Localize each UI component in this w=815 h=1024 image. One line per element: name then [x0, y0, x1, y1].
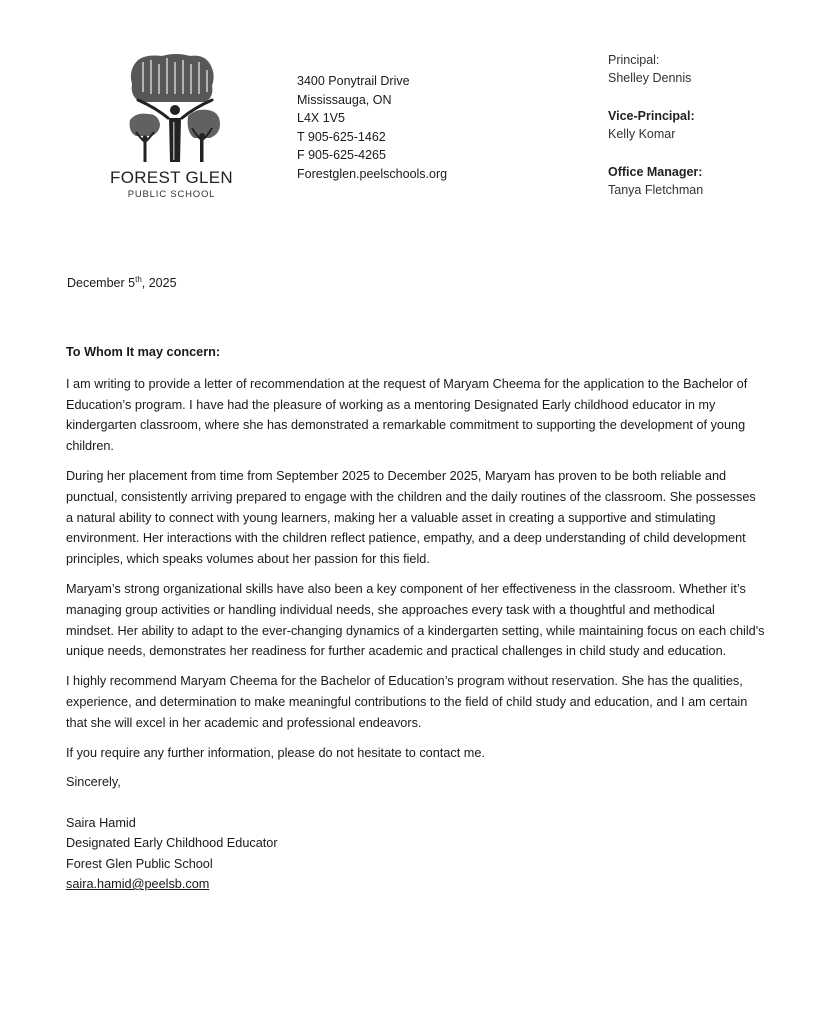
staff-vice-principal — [608, 107, 703, 143]
date-year: , 2025 — [141, 276, 177, 291]
staff-office-manager — [608, 163, 703, 199]
address-phone: T 905-625-1462 — [297, 129, 386, 144]
school-subtitle: PUBLIC SCHOOL — [127, 189, 216, 200]
letter-date — [67, 275, 177, 290]
paragraph-contact: If you require any further information, please do not hesitate to contact me. — [66, 745, 485, 760]
date-day: December 5 — [67, 276, 136, 291]
staff-list — [608, 51, 703, 219]
signature-school: Forest Glen Public School — [66, 856, 213, 871]
date-ordinal: th — [135, 275, 142, 284]
paragraph-intro: I am writing to provide a letter of recommendation at the request of Maryam Cheema for the application to the Bachelor of Education’s program. I have had the pleasure of working as a mentoring Designated Early childhood educator in my kindergarten classroom, where she has demonstrated a remarkable commitment to supporting the development of young children. — [66, 376, 748, 454]
staff-role: Vice-Principal: — [608, 109, 695, 123]
address-website: Forestglen.peelschools.org — [297, 166, 448, 181]
paragraph-recommendation: I highly recommend Maryam Cheema for the Bachelor of Education’s program without reservation. She has the qualities, experience, and determination to make meaningful contributions to the field of child study and education, and I am certain that she will excel in her academic and professional endeavors. — [66, 674, 748, 730]
signature-email-link[interactable]: saira.hamid@peelsb.com — [66, 877, 210, 892]
signature-name: Saira Hamid — [66, 816, 136, 831]
school-address — [297, 72, 447, 184]
staff-name: Kelly Komar — [608, 127, 676, 141]
staff-name: Shelley Dennis — [608, 71, 692, 85]
salutation: To Whom It may concern: — [66, 345, 221, 359]
address-street: 3400 Ponytrail Drive — [297, 74, 410, 88]
school-name: FOREST GLEN — [110, 168, 233, 187]
paragraph-skills: Maryam’s strong organizational skills have also been a key component of her effectiveness in the classroom. Whether it’s managing group activities or handling individual needs, she approaches every task with a thoughtful and methodical mindset. Her ability to adapt to the ever-changing dynamics of a kindergarten setting, while maintaining focus on each child's unique needs, demonstrates her readiness for further academic and practical challenges in child study and education. — [66, 581, 765, 659]
closing: Sincerely, — [66, 775, 121, 790]
staff-role: Principal: — [608, 53, 660, 67]
staff-role: Office Manager: — [608, 165, 703, 179]
address-postal-code: L4X 1V5 — [297, 111, 345, 126]
school-logo — [104, 52, 239, 204]
signature-title: Designated Early Childhood Educator — [66, 836, 278, 851]
address-fax: F 905-625-4265 — [297, 148, 386, 163]
letter-body — [66, 342, 766, 894]
address-city: Mississauga, ON — [297, 92, 392, 107]
staff-principal — [608, 51, 703, 87]
signature-block — [66, 813, 766, 894]
paragraph-placement: During her placement from time from September 2025 to December 2025, Maryam has proven to be both reliable and punctual, consistently arriving prepared to engage with the children and the daily routines of the classroom. She possesses a natural ability to connect with young learners, making her a valuable asset in creating a supportive and stimulating environment. Her interactions with the children reflect patience, empathy, and a deep understanding of child development principles, which speaks volumes about her passion for this field. — [66, 468, 756, 567]
staff-name: Tanya Fletchman — [608, 183, 704, 197]
tree-with-children-icon — [116, 52, 228, 164]
